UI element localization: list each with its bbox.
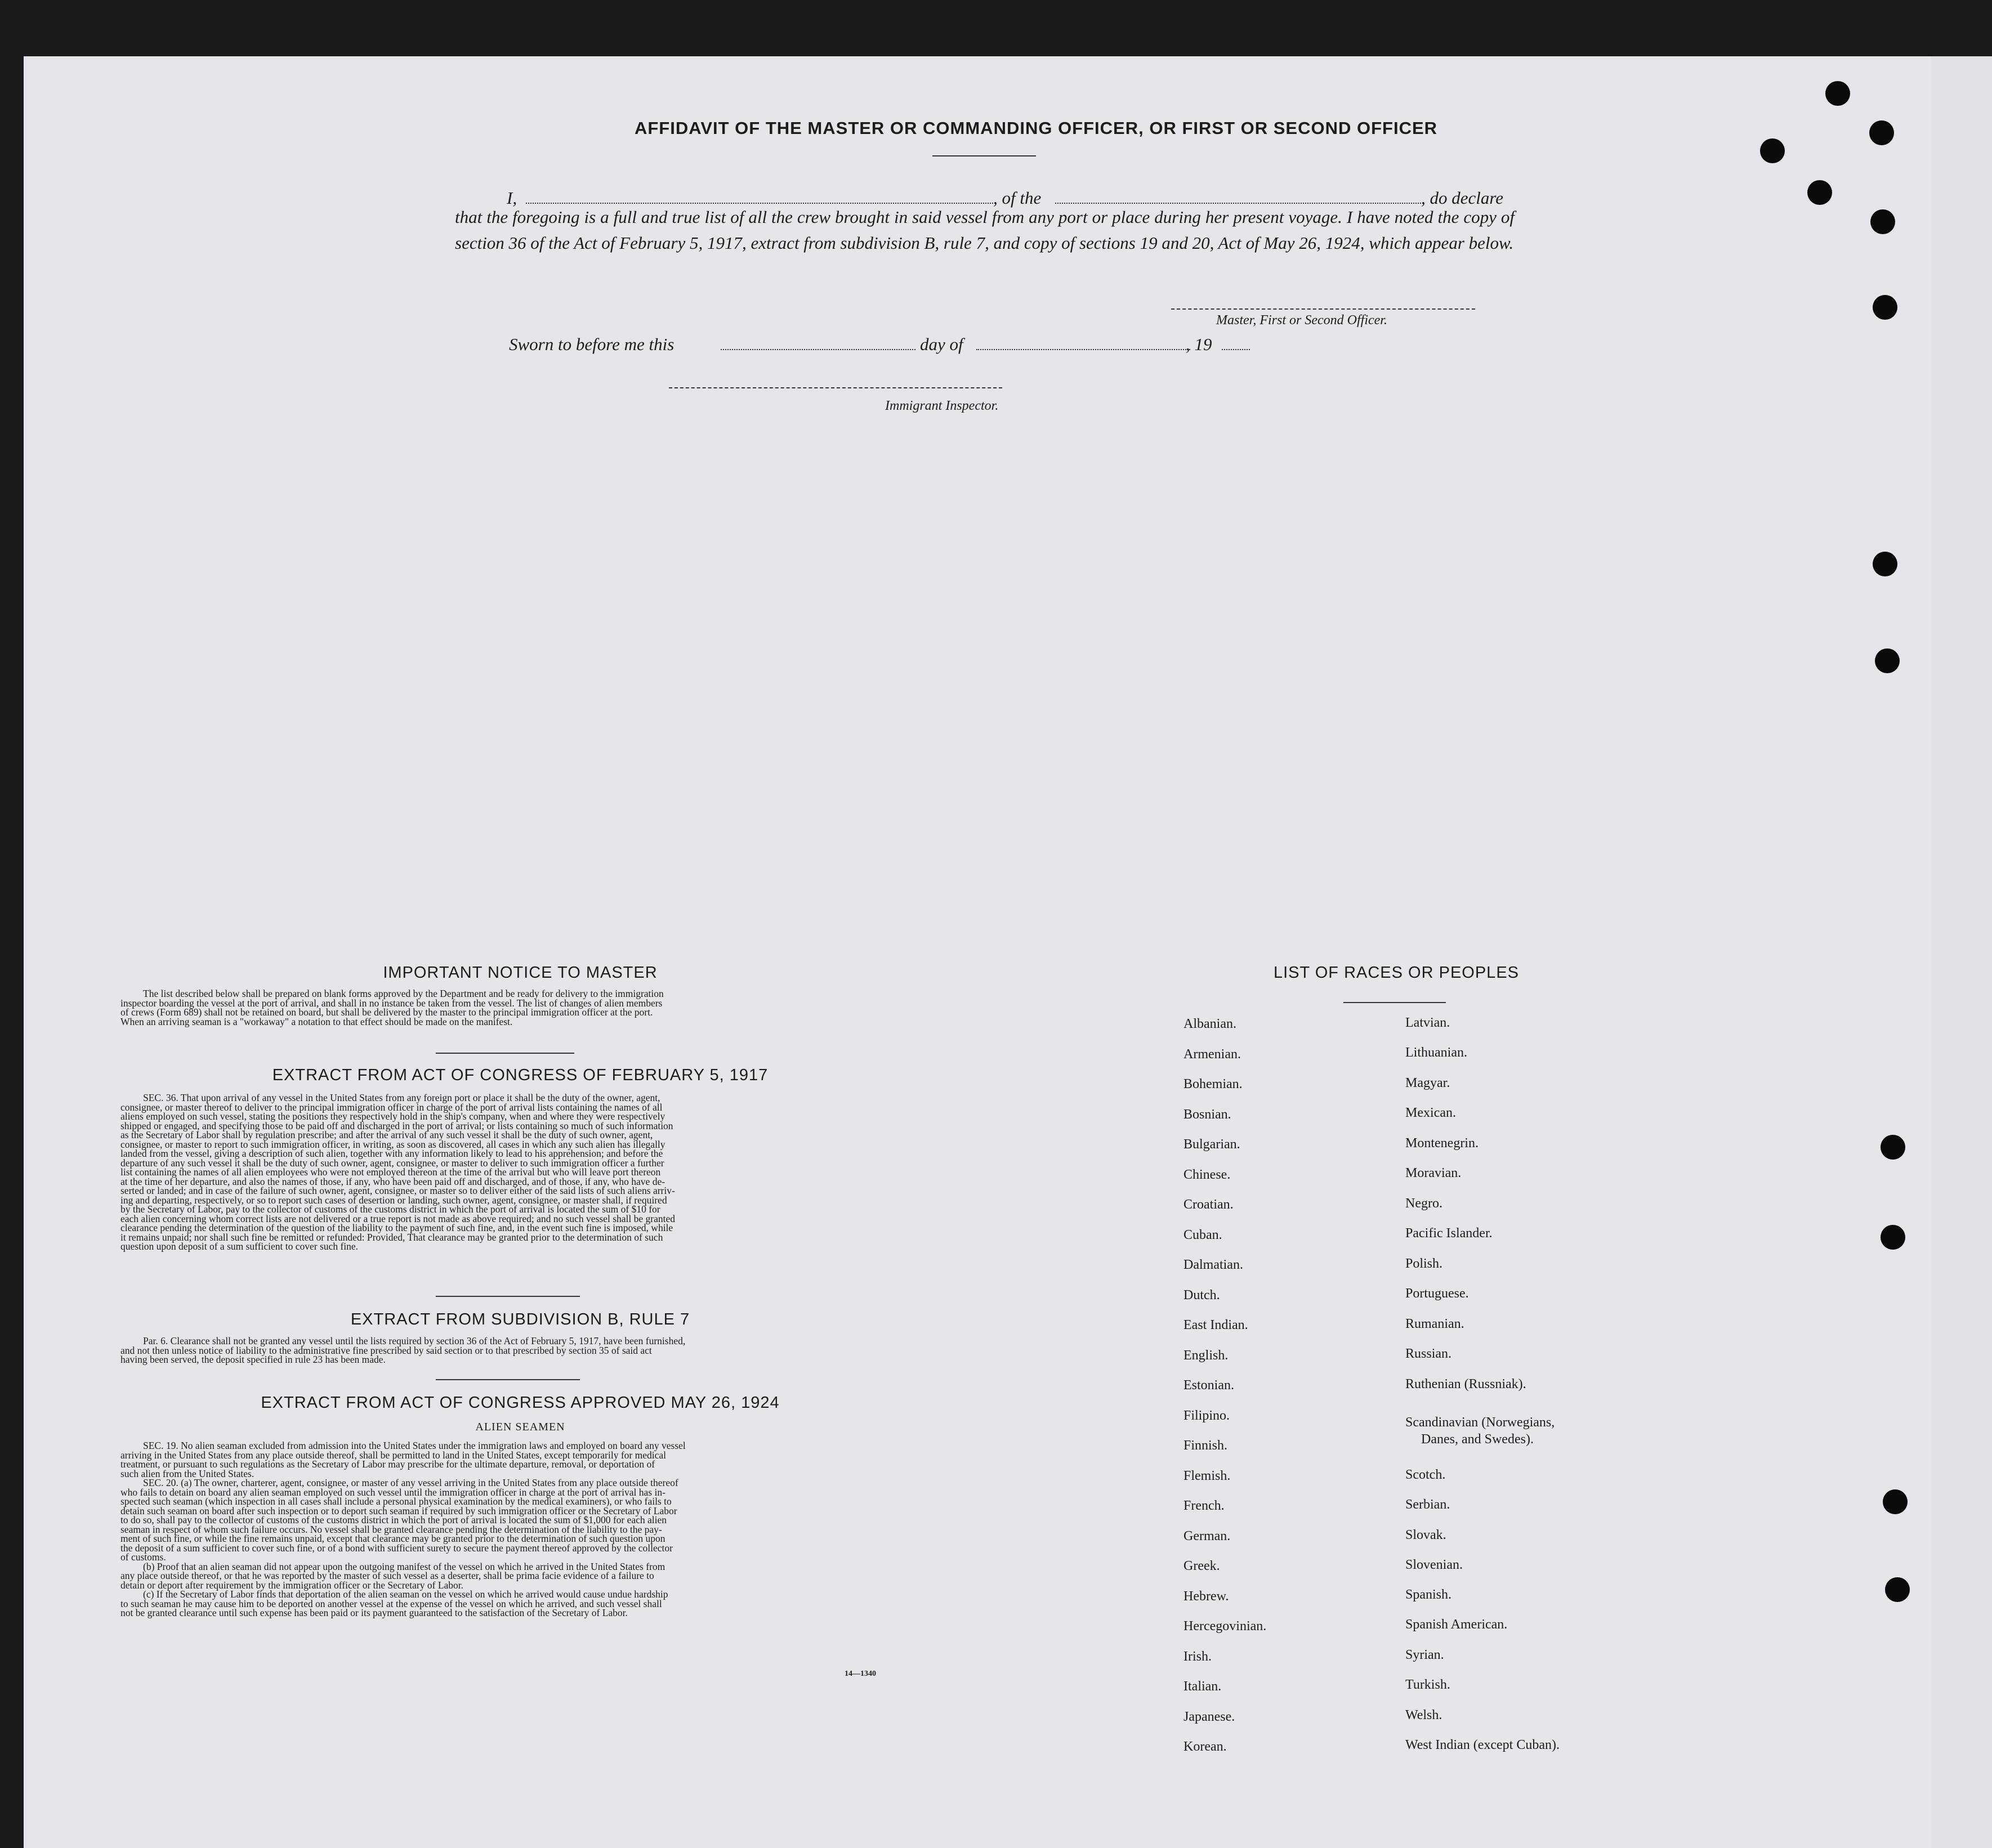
text-line: consignee, or master to report to such immigration officer, in writing, as soon as discovered, all cases in which any such alien has illegally (120, 1138, 666, 1150)
race-item: Moravian. (1405, 1166, 1462, 1180)
race-item: Slovenian. (1405, 1558, 1463, 1572)
punch-hole (1760, 138, 1785, 163)
race-item: West Indian (except Cuban). (1405, 1738, 1560, 1752)
race-item: Serbian. (1405, 1497, 1450, 1512)
text-line: consignee, or master thereof to deliver to the principal immigration officer in charge of the port of arrival lists containing the names of all (120, 1101, 663, 1113)
binding-edge (1931, 56, 1992, 1848)
text-line: treatment, or pursuant to such regulations as the Secretary of Labor may prescribe for the ultimate departure, removal, or deportation of (120, 1458, 655, 1470)
text-line: at the time of her departure, and also the names of those, if any, who have been paid off and discharged, and of those, if any, who have de- (120, 1175, 666, 1187)
race-item: Magyar. (1405, 1076, 1450, 1090)
punch-hole (1873, 295, 1897, 320)
race-item: Chinese. (1183, 1167, 1231, 1182)
race-item: French. (1183, 1498, 1225, 1513)
race-item: Russian. (1405, 1346, 1452, 1361)
punch-hole (1873, 552, 1897, 576)
race-item: Flemish. (1183, 1469, 1231, 1483)
text-line: as the Secretary of Labor shall by regulation prescribe; and after the arrival of any such vessel it shall be the duty of such owner, agent, (120, 1129, 653, 1140)
race-item: Danes, and Swedes). (1421, 1432, 1534, 1447)
punch-hole (1869, 120, 1894, 145)
race-item: Filipino. (1183, 1408, 1230, 1423)
inspector-signature-line[interactable] (669, 387, 1002, 388)
alien-seamen-subtitle: ALIEN SEAMEN (475, 1421, 565, 1433)
text-line: shipped or engaged, and specifying those to be paid off and discharged in the port of arrival; or lists containing so much of such information (120, 1120, 673, 1131)
race-item: Latvian. (1405, 1015, 1450, 1030)
text-line: spected such seaman (which inspection in all cases shall include a personal physical examination by the medical examiners), or who fails to (120, 1496, 672, 1507)
race-item: Pacific Islander. (1405, 1226, 1493, 1241)
race-item: Croatian. (1183, 1197, 1234, 1212)
race-item: Welsh. (1405, 1708, 1442, 1722)
text-line: to do so, shall pay to the collector of customs of the customs district in which the port of arrival is located the sum of $1,000 for each alien (120, 1514, 667, 1525)
affidavit-declaration: that the foregoing is a full and true list of all the crew brought in said vessel from any port or place during her present voyage. I have noted the copy of section 36 of the Act of February 5, 1917, extract from subdivision B, rule 7, and copy of sections 19 and 20, Act of May 26, 1924, which appear below. (455, 207, 1515, 253)
race-item: Hercegovinian. (1183, 1619, 1267, 1634)
affidavit-title: AFFIDAVIT OF THE MASTER OR COMMANDING OFFICER, OR FIRST OR SECOND OFFICER (634, 118, 1438, 138)
text-line: When an arriving seaman is a "workaway" a notation to that effect should be made on the manifest. (120, 1015, 513, 1027)
sworn-label: Sworn to before me this (509, 334, 675, 354)
race-item: Dalmatian. (1183, 1258, 1243, 1272)
race-item: Hebrew. (1183, 1589, 1229, 1604)
text-line: arriving in the United States from any place outside thereof, shall be permitted to land in the United States, except temporarily for medical (120, 1449, 667, 1461)
race-item: Italian. (1183, 1679, 1222, 1694)
race-item: Mexican. (1405, 1106, 1456, 1120)
text-line: by the Secretary of Labor, pay to the collector of customs of the customs district in which the port of arrival is located the sum of $10 for (120, 1203, 660, 1215)
text-line: SEC. 19. No alien seaman excluded from admission into the United States under the immigration laws and employed on board any vessel (143, 1440, 686, 1451)
text-line: detain such seaman on board after such inspection or to deport such seaman if required by such immigration officer or the Secretary of Labor (120, 1505, 677, 1516)
race-item: English. (1183, 1348, 1229, 1363)
race-item: Scandinavian (Norwegians, (1405, 1415, 1555, 1430)
text-line: inspector boarding the vessel at the port of arrival, and shall in no instance be taken from the vessel. The list of changes of alien members (120, 997, 663, 1009)
inspector-label: Immigrant Inspector. (885, 399, 999, 413)
affidavit-declare-label: , do declare (1421, 188, 1504, 208)
text-line: and not then unless notice of liability to the administrative fine prescribed by said section or to that prescribed by section 35 of said act (120, 1344, 652, 1356)
race-item: Spanish. (1405, 1587, 1452, 1602)
race-item: Turkish. (1405, 1677, 1450, 1692)
race-item: Rumanian. (1405, 1317, 1464, 1331)
section-divider (436, 1053, 574, 1054)
race-item: Korean. (1183, 1739, 1227, 1754)
form-number: 14—1340 (845, 1670, 876, 1678)
text-line: any place outside thereof, or that he was reported by the master of such vessel as a deserter, shall be prima facie evidence of a failure to (120, 1570, 654, 1581)
punch-hole (1875, 648, 1900, 673)
race-item: Spanish American. (1405, 1617, 1508, 1632)
declarant-name-field[interactable] (526, 203, 993, 204)
text-line: detain or deport after requirement by the immigration officer or the Secretary of Labor. (120, 1579, 464, 1591)
section-divider (436, 1296, 580, 1297)
sworn-year-field[interactable] (1222, 349, 1250, 350)
punch-hole (1881, 1135, 1905, 1160)
race-item: Dutch. (1183, 1288, 1220, 1303)
text-line: list containing the names of all alien employees who were not employed thereon at the time of the arrival but who will leave port thereon (120, 1166, 661, 1178)
race-item: Portuguese. (1405, 1286, 1469, 1301)
sworn-month-field[interactable] (976, 349, 1190, 350)
text-line: departure of any such vessel it shall be the duty of such owner, agent, consignee, or master to deliver to such immigration officer a further (120, 1157, 664, 1169)
text-line: Par. 6. Clearance shall not be granted any vessel until the lists required by section 36 of the Act of February 5, 1917, have been furnished, (143, 1335, 686, 1346)
punch-hole (1807, 180, 1832, 205)
race-item: Scotch. (1405, 1467, 1446, 1482)
race-item: Bohemian. (1183, 1077, 1243, 1091)
text-line: clearance pending the determination of the question of the liability to the payment of such fine, and, in the event such fine is imposed, while (120, 1222, 673, 1233)
text-line: landed from the vessel, giving a description of such alien, together with any information likely to lead to his apprehension; and before the (120, 1148, 663, 1159)
race-item: Greek. (1183, 1559, 1220, 1573)
race-item: Polish. (1405, 1256, 1443, 1271)
text-line: such alien from the United States. (120, 1467, 254, 1479)
text-line: of customs. (120, 1551, 166, 1563)
text-line: seaman in respect of whom such failure occurs. No vessel shall be granted clearance pending the determination of the liability to the pay- (120, 1523, 662, 1535)
extract-1917-title: EXTRACT FROM ACT OF CONGRESS OF FEBRUARY 5, 1917 (272, 1066, 769, 1084)
text-line: the deposit of a sum sufficient to cover such fine, or of a bond with sufficient surety to secure the payment thereof approved by the collector (120, 1542, 673, 1554)
race-item: Finnish. (1183, 1438, 1228, 1453)
race-item: German. (1183, 1529, 1231, 1543)
punch-hole (1825, 81, 1850, 106)
text-line: of crews (Form 689) shall not be retained on board, but shall be delivered by the master to the principal immigration officer at the port. (120, 1006, 653, 1018)
race-item: Irish. (1183, 1649, 1212, 1664)
text-line: SEC. 20. (a) The owner, charterer, agent, consignee, or master of any vessel arriving in the United States from any place outside thereof (143, 1477, 678, 1488)
text-line: who fails to detain on board any alien seaman employed on such vessel until the immigration officer in charge at the port of arrival has in- (120, 1486, 666, 1498)
text-line: question upon deposit of a sum sufficient to cover such fine. (120, 1241, 359, 1252)
text-line: ing and departing, respectively, or so to report such cases of desertion or landing, such owner, agent, consignee, or master shall, if required (120, 1194, 667, 1206)
text-line: each alien concerning whom correct lists are not delivered or a true report is not made as above required; and no such vessel shall be granted (120, 1212, 675, 1224)
race-item: Bulgarian. (1183, 1137, 1240, 1152)
affidavit-of-the-label: , of the (993, 188, 1042, 208)
race-item: Negro. (1405, 1196, 1442, 1211)
race-item: East Indian. (1183, 1318, 1248, 1332)
extract-rule7-title: EXTRACT FROM SUBDIVISION B, RULE 7 (350, 1310, 690, 1328)
punch-hole (1883, 1489, 1908, 1514)
section-divider (436, 1379, 580, 1380)
race-item: Montenegrin. (1405, 1136, 1479, 1151)
title-underline (932, 155, 1036, 156)
race-item: Albanian. (1183, 1017, 1236, 1031)
race-item: Cuban. (1183, 1228, 1222, 1242)
text-line: serted or landed; and in case of the failure of such owner, agent, consignee, or master so to deliver either of the said lists of such aliens arriv- (120, 1185, 675, 1196)
text-line: having been served, the deposit specified in rule 23 has been made. (120, 1354, 386, 1365)
text-line: it remains unpaid; nor shall such fine be remitted or refunded: Provided, That clearance may be granted prior to the determination of such (120, 1231, 663, 1243)
master-signature-line[interactable] (1171, 308, 1475, 310)
punch-hole (1881, 1225, 1905, 1250)
races-title: LIST OF RACES OR PEOPLES (1273, 964, 1520, 982)
text-line: SEC. 36. That upon arrival of any vessel in the United States from any foreign port or place it shall be the duty of the owner, agent, (143, 1092, 660, 1103)
sworn-day-field[interactable] (721, 349, 915, 350)
text-line: (b) Proof that an alien seaman did not appear upon the outgoing manifest of the vessel on which he arrived in the United States from (143, 1560, 666, 1572)
text-line: ment of such fine, or while the fine remains unpaid, except that clearance may be granted prior to the determination of such question upon (120, 1533, 666, 1544)
text-line: not be granted clearance until such expense has been paid or its payment guaranteed to the satisfaction of the Secretary of Labor. (120, 1607, 628, 1618)
race-item: Japanese. (1183, 1710, 1235, 1724)
notice-title: IMPORTANT NOTICE TO MASTER (383, 964, 658, 982)
race-item: Armenian. (1183, 1047, 1241, 1062)
race-item: Ruthenian (Russniak). (1405, 1377, 1526, 1391)
extract-1924-text (120, 1441, 920, 1618)
race-item: Lithuanian. (1405, 1045, 1467, 1060)
text-line: (c) If the Secretary of Labor finds that deportation of the alien seaman on the vessel on which he arrived would cause undue hardship (143, 1589, 668, 1600)
day-of-label: day of (920, 334, 963, 354)
races-underline (1343, 1002, 1446, 1003)
extract-rule7-text (120, 1336, 920, 1364)
punch-hole (1870, 209, 1895, 234)
text-line: The list described below shall be prepared on blank forms approved by the Department and be ready for delivery to the immigration (143, 988, 664, 999)
extract-1917-text (120, 1093, 920, 1251)
race-item: Slovak. (1405, 1528, 1446, 1542)
master-signature-label: Master, First or Second Officer. (1216, 313, 1387, 328)
race-item: Syrian. (1405, 1648, 1444, 1662)
race-item: Estonian. (1183, 1378, 1234, 1393)
year-label: , 19 (1186, 334, 1212, 354)
notice-text (120, 989, 920, 1026)
race-item: Bosnian. (1183, 1107, 1231, 1122)
punch-hole (1885, 1577, 1910, 1602)
extract-1924-title: EXTRACT FROM ACT OF CONGRESS APPROVED MAY 26, 1924 (261, 1394, 780, 1412)
affidavit-i-label: I, (507, 188, 517, 208)
text-line: to such seaman he may cause him to be deported on another vessel at the expense of the vessel on which he arrived, and such vessel shall (120, 1598, 662, 1609)
vessel-name-field[interactable] (1055, 203, 1421, 204)
text-line: aliens employed on such vessel, stating the positions they respectively hold in the ship's company, when and where they were respectively (120, 1111, 666, 1122)
